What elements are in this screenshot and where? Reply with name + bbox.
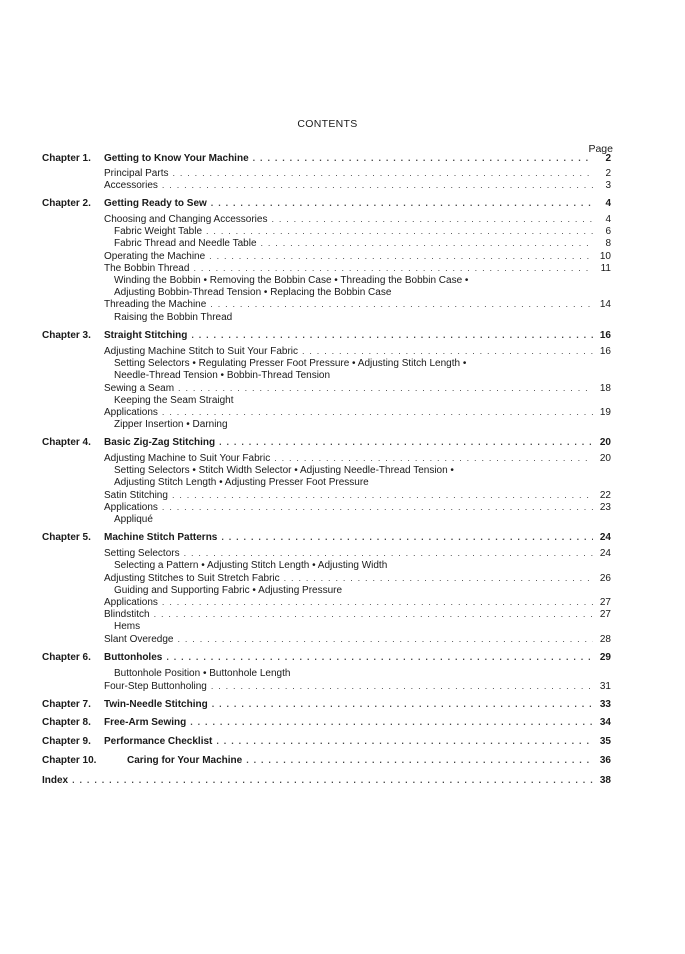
toc-entry-label: Applications (104, 407, 158, 418)
chapter-number: Chapter 2. (42, 198, 91, 209)
toc-entry-row (0, 476, 685, 489)
page-number: 11 (600, 263, 611, 274)
toc-chapter-row (0, 735, 685, 748)
toc-entry-row (0, 418, 685, 431)
chapter-number: Chapter 4. (42, 437, 91, 448)
toc-entry-row (0, 513, 685, 526)
toc-entry-row (0, 179, 685, 192)
page-number: 14 (599, 299, 611, 310)
toc-entry-label: Getting to Know Your Machine (104, 153, 249, 164)
toc-entry-label: Appliqué (114, 514, 153, 525)
toc-entry-label: Basic Zig-Zag Stitching (104, 437, 216, 448)
dot-leader (211, 680, 593, 693)
toc-entry-label: Operating the Machine (104, 251, 206, 262)
toc-chapter-row (0, 152, 685, 165)
page-number: 16 (599, 346, 611, 357)
toc-entry-label: Hems (114, 621, 141, 632)
dot-leader (178, 633, 594, 646)
chapter-number: Chapter 8. (42, 717, 91, 728)
toc-entry-row (0, 774, 685, 787)
dot-leader (221, 531, 593, 544)
toc-entry-label: Adjusting Stitches to Suit Stretch Fabric (104, 573, 280, 584)
page-number: 24 (599, 532, 611, 543)
toc-entry-row (0, 633, 685, 646)
toc-entry-label: Accessories (104, 180, 158, 191)
page-number: 27 (599, 609, 611, 620)
toc-entry-row (0, 559, 685, 572)
toc-entry-label: Winding the Bobbin • Removing the Bobbin Case • Threading the Bobbin Case • (114, 275, 469, 286)
page-number: 26 (599, 573, 611, 584)
chapter-number: Chapter 10. (42, 755, 97, 766)
toc-entry-label: Principal Parts (104, 168, 169, 179)
dot-leader (212, 698, 593, 711)
toc-chapter-row (0, 698, 685, 711)
toc-entry-label: Adjusting Stitch Length • Adjusting Presser Foot Pressure (114, 477, 369, 488)
dot-leader (162, 179, 593, 192)
toc-chapter-row (0, 197, 685, 210)
chapter-number: Chapter 5. (42, 532, 91, 543)
page-number: 2 (605, 168, 611, 179)
page-number: 34 (599, 717, 611, 728)
page-number: 4 (605, 214, 611, 225)
toc-entry-label: Choosing and Changing Accessories (104, 214, 268, 225)
toc-entry-label: Guiding and Supporting Fabric • Adjusting Pressure (114, 585, 343, 596)
toc-entry-label: Caring for Your Machine (127, 755, 243, 766)
toc-entry-label: Straight Stitching (104, 330, 188, 341)
toc-entry-label: Adjusting Bobbin-Thread Tension • Replacing the Bobbin Case (114, 287, 392, 298)
toc-entry-label: Twin-Needle Stitching (104, 699, 208, 710)
toc-chapter-row (0, 754, 685, 767)
chapter-number: Chapter 7. (42, 699, 91, 710)
toc-entry-label: Setting Selectors • Regulating Presser Foot Pressure • Adjusting Stitch Length • (114, 358, 467, 369)
dot-leader (253, 152, 593, 165)
toc-entry-label: Satin Stitching (104, 490, 168, 501)
toc-entry-label: Buttonhole Position • Buttonhole Length (114, 668, 291, 679)
page-column-header: Page (588, 143, 613, 155)
page-number: 28 (599, 634, 611, 645)
page-number: 27 (599, 597, 611, 608)
dot-leader (190, 716, 593, 729)
page-number: 31 (599, 681, 611, 692)
page-number: 20 (599, 453, 611, 464)
toc-entry-label: Applications (104, 597, 158, 608)
dot-leader (216, 735, 593, 748)
toc-entry-label: Buttonholes (104, 652, 163, 663)
toc-entry-label: Setting Selectors • Stitch Width Selector • Adjusting Needle-Thread Tension • (114, 465, 454, 476)
page-number: 4 (605, 198, 611, 209)
toc-entry-label: Free-Arm Sewing (104, 717, 187, 728)
toc-entry-label: Adjusting Machine to Suit Your Fabric (104, 453, 271, 464)
toc-entry-label: Machine Stitch Patterns (104, 532, 218, 543)
page-number: 33 (599, 699, 611, 710)
toc-entry-label: The Bobbin Thread (104, 263, 190, 274)
page-number: 10 (599, 251, 611, 262)
toc-entry-label: Slant Overedge (104, 634, 174, 645)
page-number: 16 (599, 330, 611, 341)
toc-entry-label: Zipper Insertion • Darning (114, 419, 228, 430)
toc-entry-label: Keeping the Seam Straight (114, 395, 234, 406)
toc-chapter-row (0, 716, 685, 729)
dot-leader (219, 436, 593, 449)
chapter-number: Chapter 3. (42, 330, 91, 341)
dot-leader (166, 651, 593, 664)
chapter-number: Chapter 6. (42, 652, 91, 663)
toc-entry-row (0, 298, 685, 311)
toc-entry-label: Threading the Machine (104, 299, 207, 310)
dot-leader (72, 774, 593, 787)
page-number: 38 (599, 775, 611, 786)
page-number: 35 (599, 736, 611, 747)
toc-entry-label: Needle-Thread Tension • Bobbin-Thread Tension (114, 370, 331, 381)
dot-leader (261, 237, 594, 250)
toc-chapter-row (0, 651, 685, 664)
page-number: 24 (599, 548, 611, 559)
toc-entry-row (0, 311, 685, 324)
toc-entry-row (0, 667, 685, 680)
page-number: 8 (605, 238, 611, 249)
toc-entry-label: Index (42, 775, 69, 786)
toc-chapter-row (0, 436, 685, 449)
toc-entry-label: Setting Selectors (104, 548, 180, 559)
toc-entry-label: Adjusting Machine Stitch to Suit Your Fabric (104, 346, 298, 357)
page-number: 23 (599, 502, 611, 513)
toc-entry-label: Getting Ready to Sew (104, 198, 207, 209)
toc-entry-label: Raising the Bobbin Thread (114, 312, 233, 323)
chapter-number: Chapter 9. (42, 736, 91, 747)
toc-entry-label: Fabric Weight Table (114, 226, 203, 237)
page-number: 36 (599, 755, 611, 766)
page-number: 29 (599, 652, 611, 663)
page-number: 3 (605, 180, 611, 191)
toc-chapter-row (0, 329, 685, 342)
dot-leader (211, 197, 593, 210)
toc-entry-label: Applications (104, 502, 158, 513)
page-number: 6 (605, 226, 611, 237)
toc-chapter-row (0, 531, 685, 544)
dot-leader (210, 298, 593, 311)
toc-entry-row (0, 369, 685, 382)
page-number: 18 (599, 383, 611, 394)
toc-entry-label: Fabric Thread and Needle Table (114, 238, 257, 249)
page-number: 20 (599, 437, 611, 448)
toc-entry-row (0, 620, 685, 633)
toc-entry-row (0, 680, 685, 693)
page-number: 19 (599, 407, 611, 418)
toc-entry-label: Performance Checklist (104, 736, 213, 747)
dot-leader (246, 754, 593, 767)
page-title: CONTENTS (297, 118, 358, 130)
toc-entry-row (0, 237, 685, 250)
toc-entry-label: Selecting a Pattern • Adjusting Stitch Length • Adjusting Width (114, 560, 388, 571)
page-number: 22 (599, 490, 611, 501)
chapter-number: Chapter 1. (42, 153, 91, 164)
toc-entry-label: Sewing a Seam (104, 383, 175, 394)
dot-leader (191, 329, 593, 342)
toc-entry-label: Blindstitch (104, 609, 150, 620)
toc-entry-label: Four-Step Buttonholing (104, 681, 207, 692)
page-number: 2 (605, 153, 611, 164)
